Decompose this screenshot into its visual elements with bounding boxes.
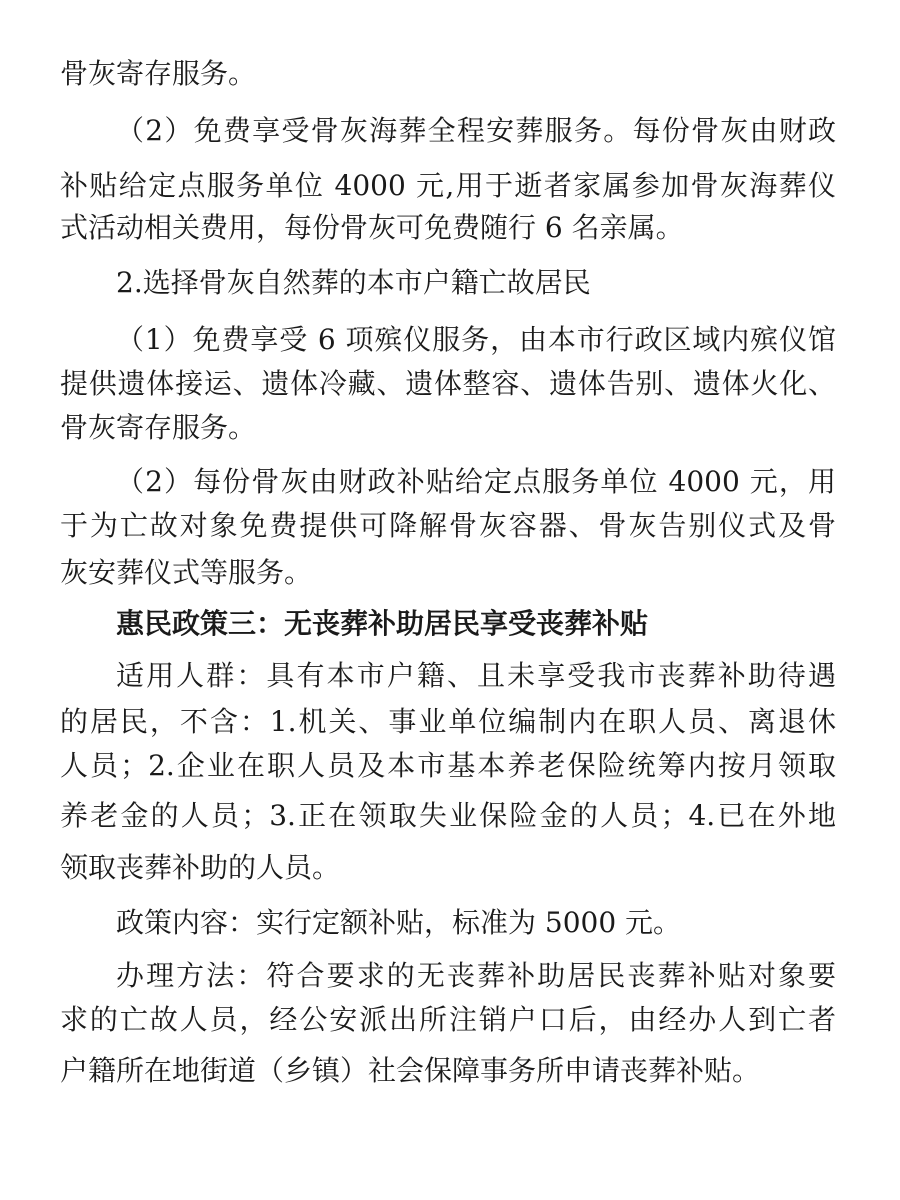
body-text-line: 骨灰寄存服务。: [60, 57, 257, 90]
body-text-line: （2）每份骨灰由财政补贴给定点服务单位 4000 元，用: [116, 465, 836, 498]
body-text-line: 领取丧葬补助的人员。: [60, 851, 341, 884]
body-text-line: 人员；2.企业在职人员及本市基本养老保险统筹内按月领取: [60, 749, 836, 782]
body-text-line: （2）免费享受骨灰海葬全程安葬服务。每份骨灰由财政: [116, 114, 836, 147]
body-text-line: 式活动相关费用，每份骨灰可免费随行 6 名亲属。: [60, 211, 684, 244]
body-text-line: 求的亡故人员，经公安派出所注销户口后，由经办人到亡者: [60, 1003, 836, 1036]
policy-heading: 惠民政策三：无丧葬补助居民享受丧葬补贴: [116, 607, 649, 640]
body-text-line: 办理方法：符合要求的无丧葬补助居民丧葬补贴对象要: [116, 959, 836, 992]
body-text-line: 政策内容：实行定额补贴，标准为 5000 元。: [116, 906, 682, 939]
body-text-line: 养老金的人员；3.正在领取失业保险金的人员；4.已在外地: [60, 799, 836, 832]
section-subheading: 2.选择骨灰自然葬的本市户籍亡故居民: [116, 266, 591, 299]
body-text-line: 补贴给定点服务单位 4000 元,用于逝者家属参加骨灰海葬仪: [60, 169, 836, 202]
body-text-line: 灰安葬仪式等服务。: [60, 556, 313, 589]
body-text-line: （1）免费享受 6 项殡仪服务，由本市行政区域内殡仪馆: [116, 323, 836, 356]
body-text-line: 提供遗体接运、遗体冷藏、遗体整容、遗体告别、遗体火化、: [60, 367, 836, 400]
body-text-line: 的居民，不含：1.机关、事业单位编制内在职人员、离退休: [60, 705, 836, 738]
body-text-line: 适用人群：具有本市户籍、且未享受我市丧葬补助待遇: [116, 659, 836, 692]
body-text-line: 于为亡故对象免费提供可降解骨灰容器、骨灰告别仪式及骨: [60, 509, 836, 542]
body-text-line: 户籍所在地街道（乡镇）社会保障事务所申请丧葬补贴。: [60, 1054, 761, 1087]
body-text-line: 骨灰寄存服务。: [60, 411, 257, 444]
